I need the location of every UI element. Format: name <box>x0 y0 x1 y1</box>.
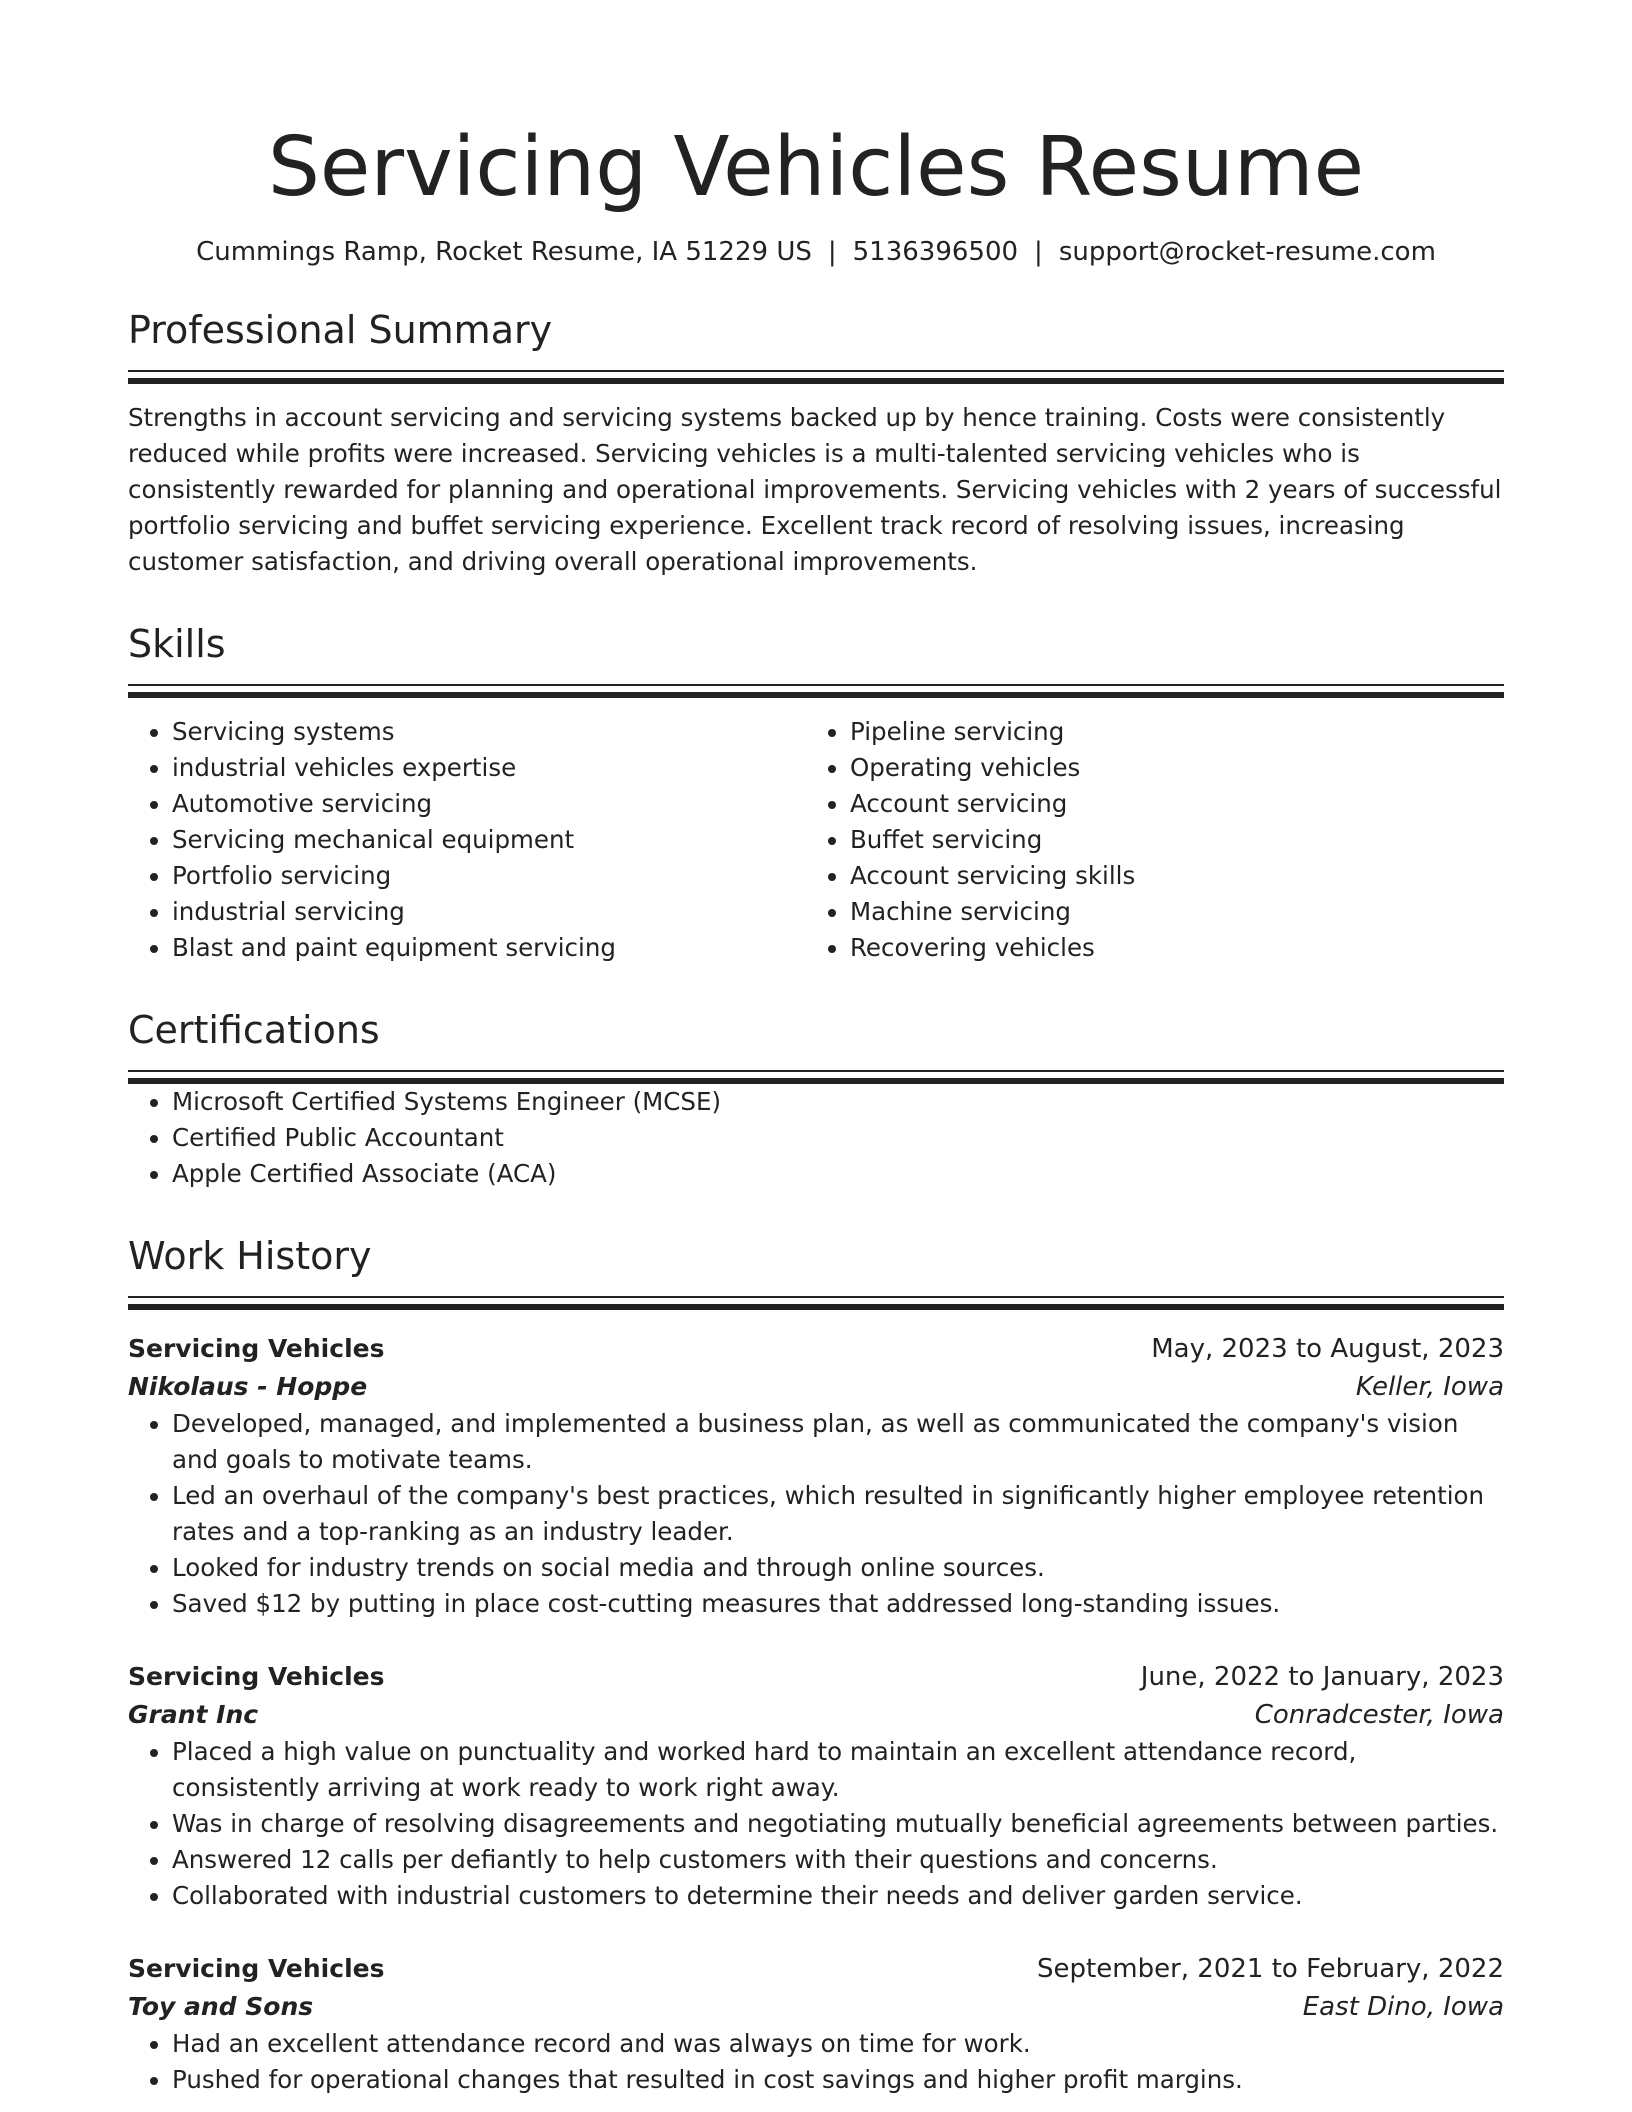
job-company: Grant Inc <box>128 1700 259 1729</box>
skill-item: • Servicing systems <box>172 714 806 750</box>
job-header-row <box>128 1330 1504 1368</box>
job-dates: May, 2023 to August, 2023 <box>1151 1334 1504 1364</box>
job-duties-list <box>128 2026 1504 2098</box>
job-title: Servicing Vehicles <box>128 1954 385 1983</box>
job-duty: • Answered 12 calls per defiantly to help customers with their questions and concerns. <box>172 1842 1504 1878</box>
job-entry <box>128 1330 1504 1622</box>
skill-item: • Machine servicing <box>850 894 1484 930</box>
skills-heading: Skills <box>128 622 226 666</box>
job-duty: • Led an overhaul of the company's best practices, which resulted in significantly higher employee retention rates and a top-ranking as an industry leader. <box>172 1478 1504 1550</box>
job-company-row <box>128 1696 1504 1734</box>
job-title: Servicing Vehicles <box>128 1334 385 1363</box>
job-duty: • Had an excellent attendance record and was always on time for work. <box>172 2026 1504 2062</box>
skill-item: • Account servicing <box>850 786 1484 822</box>
job-duty: • Pushed for operational changes that resulted in cost savings and higher profit margins. <box>172 2062 1504 2098</box>
certification-item: • Microsoft Certified Systems Engineer (MCSE) <box>172 1084 1504 1120</box>
job-location: Conradcester, Iowa <box>1254 1700 1504 1730</box>
skill-item: • Automotive servicing <box>172 786 806 822</box>
job-duty: • Placed a high value on punctuality and worked hard to maintain an excellent attendance record, consistently arriving at work ready to work right away. <box>172 1734 1504 1806</box>
job-duties-list <box>128 1406 1504 1622</box>
job-company-row <box>128 1368 1504 1406</box>
job-company: Toy and Sons <box>128 1992 314 2021</box>
contact-separator: | <box>1034 237 1043 267</box>
skill-item: • Operating vehicles <box>850 750 1484 786</box>
job-duty: • Looked for industry trends on social media and through online sources. <box>172 1550 1504 1586</box>
skill-item: • Portfolio servicing <box>172 858 806 894</box>
certifications-list <box>128 1084 1504 1192</box>
skills-list-right <box>806 714 1484 966</box>
skill-item: • industrial vehicles expertise <box>172 750 806 786</box>
job-header-row <box>128 1658 1504 1696</box>
work-history-heading: Work History <box>128 1234 372 1278</box>
section-divider-thick <box>128 1304 1504 1310</box>
skills-list-left <box>128 714 806 966</box>
job-location: Keller, Iowa <box>1355 1372 1504 1402</box>
job-duty: • Developed, managed, and implemented a business plan, as well as communicated the company's vision and goals to motivate teams. <box>172 1406 1504 1478</box>
job-title: Servicing Vehicles <box>128 1662 385 1691</box>
job-header-row <box>128 1950 1504 1988</box>
section-divider-thick <box>128 378 1504 384</box>
resume-content <box>128 118 1504 2098</box>
job-duty: • Collaborated with industrial customers to determine their needs and deliver garden service. <box>172 1878 1504 1914</box>
contact-separator: | <box>827 237 837 267</box>
job-duty: • Saved $12 by putting in place cost-cutting measures that addressed long-standing issues. <box>172 1586 1504 1622</box>
job-dates: June, 2022 to January, 2023 <box>1140 1662 1504 1692</box>
skill-item: • Recovering vehicles <box>850 930 1484 966</box>
job-location: East Dino, Iowa <box>1302 1992 1504 2022</box>
job-duties-list <box>128 1734 1504 1914</box>
section-divider <box>128 1070 1504 1072</box>
skills-columns <box>128 714 1504 966</box>
job-company: Nikolaus - Hoppe <box>128 1372 368 1401</box>
skills-left-column <box>128 714 806 966</box>
job-entry <box>128 1658 1504 1914</box>
summary-heading: Professional Summary <box>128 308 553 352</box>
contact-email: support@rocket-resume.com <box>1058 237 1436 267</box>
skill-item: • Pipeline servicing <box>850 714 1484 750</box>
skill-item: • Buffet servicing <box>850 822 1484 858</box>
resume-title: Servicing Vehicles Resume <box>267 120 1365 215</box>
contact-phone: 5136396500 <box>852 237 1019 267</box>
skill-item: • Account servicing skills <box>850 858 1484 894</box>
section-divider <box>128 684 1504 686</box>
section-divider-thick <box>128 692 1504 698</box>
job-entry <box>128 1950 1504 2098</box>
contact-address: Cummings Ramp, Rocket Resume, IA 51229 US <box>196 237 812 267</box>
skill-item: • Blast and paint equipment servicing <box>172 930 806 966</box>
contact-line <box>128 234 1504 270</box>
certification-item: • Certified Public Accountant <box>172 1120 1504 1156</box>
skill-item: • Servicing mechanical equipment <box>172 822 806 858</box>
section-divider <box>128 1296 1504 1298</box>
skills-right-column <box>806 714 1484 966</box>
certification-item: • Apple Certified Associate (ACA) <box>172 1156 1504 1192</box>
skill-item: • industrial servicing <box>172 894 806 930</box>
certifications-heading: Certifications <box>128 1008 380 1052</box>
job-company-row <box>128 1988 1504 2026</box>
job-duty: • Was in charge of resolving disagreements and negotiating mutually beneficial agreements between parties. <box>172 1806 1504 1842</box>
job-dates: September, 2021 to February, 2022 <box>1037 1954 1504 1984</box>
summary-text: Strengths in account servicing and servicing systems backed up by hence training. Costs were consistently reduced while profits were increased. Servicing vehicles is a multi-talented servicing vehicles who is consistently rewarded for planning and operational improvements. Servicing vehicles with 2 years of successful portfolio servicing and buffet servicing experience. Excellent track record of resolving issues, increasing customer satisfaction, and driving overall operational improvements. <box>128 403 1502 576</box>
section-divider <box>128 370 1504 372</box>
